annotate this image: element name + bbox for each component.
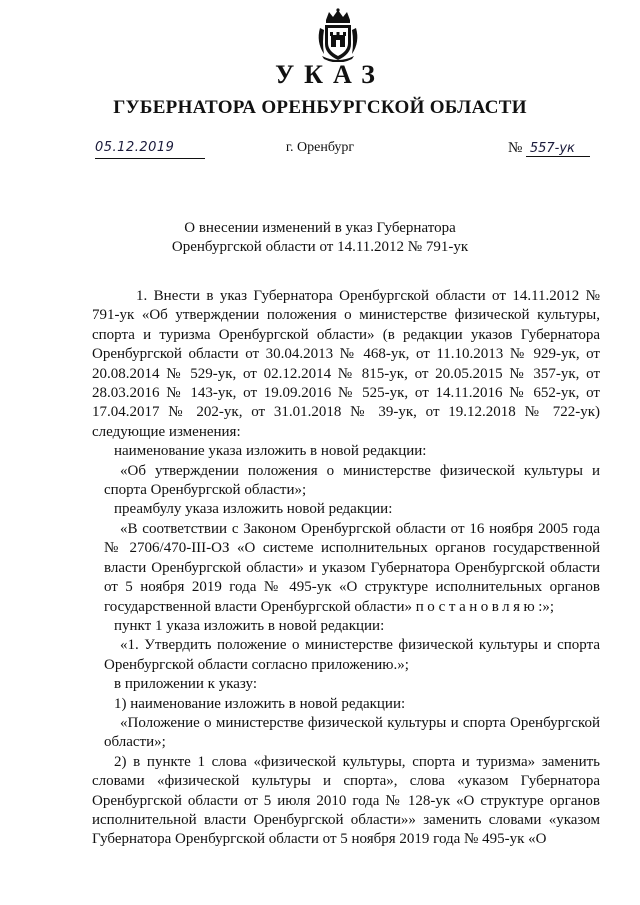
- paragraph-4: преамбулу указа изложить новой редакции:: [114, 501, 393, 518]
- coat-of-arms-icon: [314, 8, 362, 62]
- paragraph-7: «1. Утвердить положение о министерстве физической культуры и спорта Оренбургской области согласно приложению.»;: [104, 637, 600, 673]
- paragraph-11: 2) в пункте 1 слова «физической культуры, спорта и туризма» заменить словами «физической культуры и спорта», слова «указом Губернатора Оренбургской области от 5 июля 2010 года № 128-ук «О структуре органов исполнительной власти Оренбургской области»» заменить словами «указом Губернатора Оренбургской области от 5 ноября 2019 года № 495-ук «О: [92, 753, 600, 848]
- subject-line-2: Оренбургской области от 14.11.2012 № 791-ук: [171, 239, 469, 255]
- preamble-resolve-word: постановляю: [415, 598, 539, 615]
- paragraph-8: в приложении к указу:: [114, 676, 257, 693]
- number-sign: №: [508, 140, 523, 156]
- document-body: [92, 287, 600, 850]
- subject-line-1: О внесении изменений в указ Губернатора: [184, 220, 456, 236]
- handwritten-number: 557-ук: [526, 141, 590, 157]
- preamble-text: «В соответствии с Законом Оренбургской области от 16 ноября 2005 года № 2706/470-III-ОЗ «О системе исполнительных органов государственной власти Оренбургской области» и указом Губернатора Оренбургской области от 5 ноября 2019 года № 495-ук «О структуре исполнительных органов государственной власти Оренбургской области»: [104, 520, 600, 615]
- document-number: [508, 140, 590, 157]
- document-subtitle: ГУБЕРНАТОРА ОРЕНБУРГСКОЙ ОБЛАСТИ: [113, 97, 527, 118]
- preamble-end: :»;: [538, 598, 555, 615]
- paragraph-6: пункт 1 указа изложить в новой редакции:: [114, 617, 385, 634]
- paragraph-9: 1) наименование изложить в новой редакции:: [114, 695, 406, 712]
- document-title: УКАЗ: [275, 60, 385, 89]
- paragraph-10: «Положение о министерстве физической культуры и спорта Оренбургской области»;: [104, 714, 600, 751]
- paragraph-1: 1. Внести в указ Губернатора Оренбургской области от 14.11.2012 № 791-ук «Об утверждении положения о министерстве физической культуры, спорта и туризма Оренбургской области» (в редакции указов Губернатора Оренбургской области от 30.04.2013 № 468-ук, от 11.10.2013 № 929-ук, от 20.08.2014 № 529-ук, от 02.12.2014 № 815-ук, от 20.05.2015 № 357-ук, от 28.03.2016 № 143-ук, от 19.09.2016 № 525-ук, от 14.11.2016 № 652-ук, от 17.04.2017 № 202-ук, от 31.01.2018 № 39-ук, от 19.12.2018 № 722-ук) следующие изменения:: [92, 288, 600, 440]
- handwritten-date: 05.12.2019: [95, 140, 175, 155]
- paragraph-5: [92, 520, 600, 617]
- document-city: г. Оренбург: [285, 140, 355, 155]
- document-subject: [0, 219, 640, 257]
- paragraph-2: наименование указа изложить в новой редакции:: [114, 443, 427, 460]
- paragraph-3: «Об утверждении положения о министерстве физической культуры и спорта Оренбургской области»;: [104, 462, 600, 499]
